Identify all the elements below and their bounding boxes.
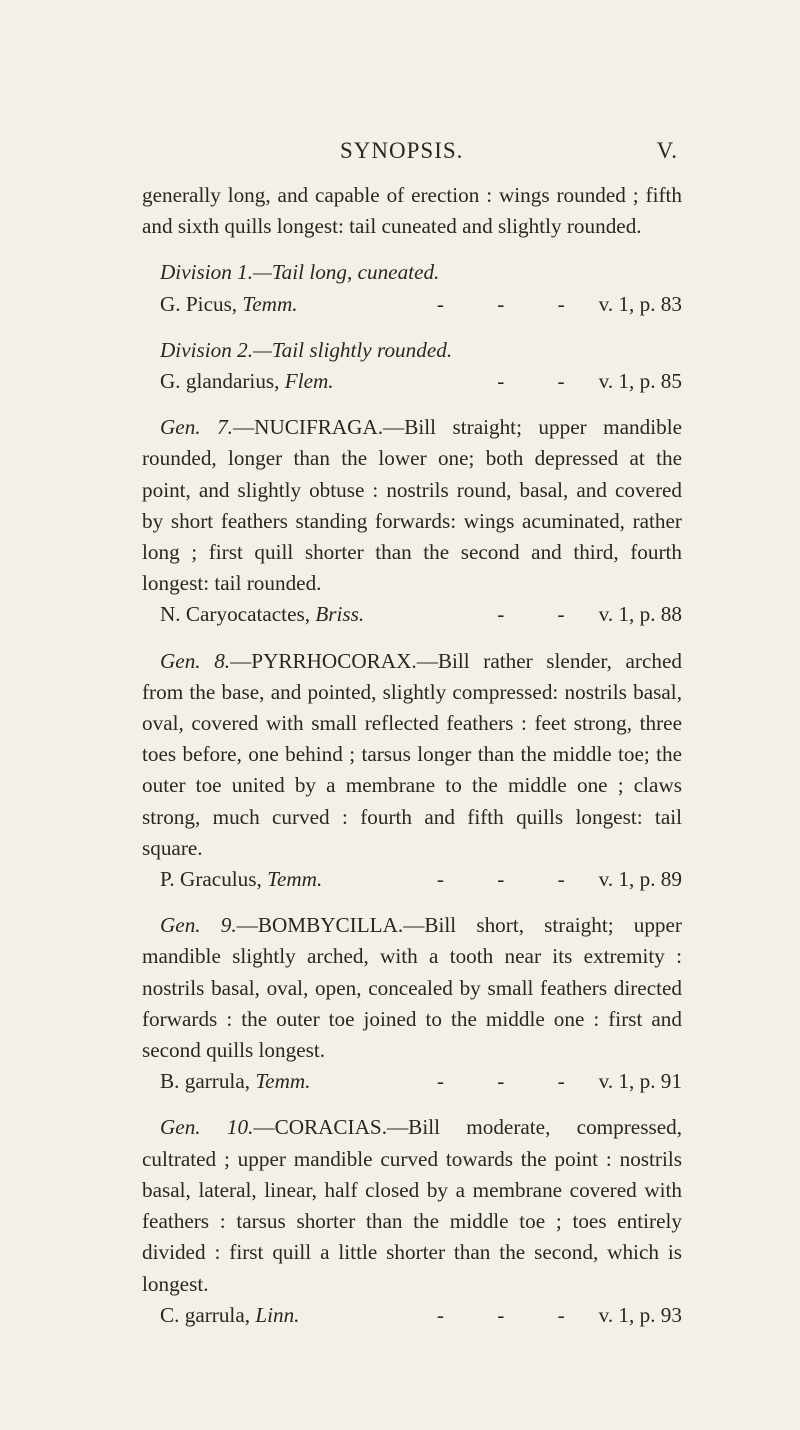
species-entry-picus: [142, 289, 682, 320]
species-author: Linn.: [255, 1302, 300, 1327]
volume-page-ref: v. 1, p. 88: [598, 602, 682, 627]
species-entry-glandarius: [142, 366, 682, 397]
species-author: Temm.: [242, 291, 298, 316]
species-author: Temm.: [255, 1069, 311, 1094]
page-number: V.: [656, 138, 678, 163]
species-entry-caryocatactes: [142, 599, 682, 630]
genus-9-paragraph: [142, 910, 682, 1066]
genus-7-paragraph: [142, 412, 682, 599]
species-author: Flem.: [284, 369, 334, 394]
species-author: Briss.: [315, 602, 365, 627]
species-name: C. garrula,: [160, 1302, 251, 1327]
genus-description: —PYRRHOCORAX.—Bill rather slender, arched from the base, and pointed, slightly compressed: nostrils basal, oval, covered with small reflected feathers : feet strong, three toes before, one behind ; tarsus longer than the middle toe; the outer toe united by a membrane to the middle one ; claws strong, much curved : fourth and fifth quills longest: tail square.: [142, 648, 682, 860]
leader-dashes: - - -: [436, 1069, 589, 1094]
species-entry-garrula-linn: [142, 1300, 682, 1331]
species-author: Temm.: [267, 867, 323, 892]
genus-label: Gen. 10.: [160, 1115, 254, 1140]
intro-paragraph: generally long, and capable of erection : wings rounded ; fifth and sixth quills longest: tail cuneated and slightly rounded.: [142, 183, 682, 239]
species-name: G. glandarius,: [160, 369, 280, 394]
species-entry-graculus: [142, 864, 682, 895]
species-name: G. Picus,: [160, 291, 238, 316]
leader-dashes: - -: [497, 369, 589, 394]
volume-page-ref: v. 1, p. 85: [598, 369, 682, 394]
leader-dashes: - -: [497, 602, 589, 627]
division-1-heading: Division 1.—Tail long, cuneated.: [160, 260, 440, 285]
running-title: SYNOPSIS.: [340, 138, 464, 163]
genus-8-paragraph: [142, 646, 682, 864]
species-name: B. garrula,: [160, 1069, 251, 1094]
species-name: P. Graculus,: [160, 867, 262, 892]
leader-dashes: - - -: [436, 291, 589, 316]
species-name: N. Caryocatactes,: [160, 602, 311, 627]
genus-label: Gen. 8.: [160, 648, 231, 673]
volume-page-ref: v. 1, p. 83: [598, 291, 682, 316]
genus-description: —BOMBYCILLA.—Bill short, straight; upper mandible slightly arched, with a tooth near its extremity : nostrils basal, oval, open, concealed by small feathers directed forwards : the outer toe joined to the middle one : first and second quills longest.: [142, 913, 682, 1063]
volume-page-ref: v. 1, p. 89: [598, 867, 682, 892]
genus-label: Gen. 7.: [160, 415, 233, 440]
genus-description: —CORACIAS.—Bill moderate, compressed, cultrated ; upper mandible curved towards the point : nostrils basal, lateral, linear, half closed by a membrane covered with feathers : tarsus shorter than the middle toe ; toes entirely divided : first quill a little shorter than the second, which is longest.: [142, 1115, 682, 1296]
species-entry-garrula-temm: [142, 1066, 682, 1097]
volume-page-ref: v. 1, p. 93: [598, 1302, 682, 1327]
leader-dashes: - - -: [436, 1302, 589, 1327]
text-body: [142, 180, 682, 1331]
volume-page-ref: v. 1, p. 91: [598, 1069, 682, 1094]
division-2-heading: Division 2.—Tail slightly rounded.: [160, 337, 453, 362]
leader-dashes: - - -: [436, 867, 589, 892]
genus-label: Gen. 9.: [160, 913, 237, 938]
genus-description: —NUCIFRAGA.—Bill straight; upper mandible rounded, longer than the lower one; both depressed at the point, and slightly obtuse : nostrils round, basal, and covered by short feathers standing forwards: wings acuminated, rather long ; first quill shorter than the second and third, fourth longest: tail rounded.: [142, 415, 682, 596]
genus-10-paragraph: [142, 1112, 682, 1299]
